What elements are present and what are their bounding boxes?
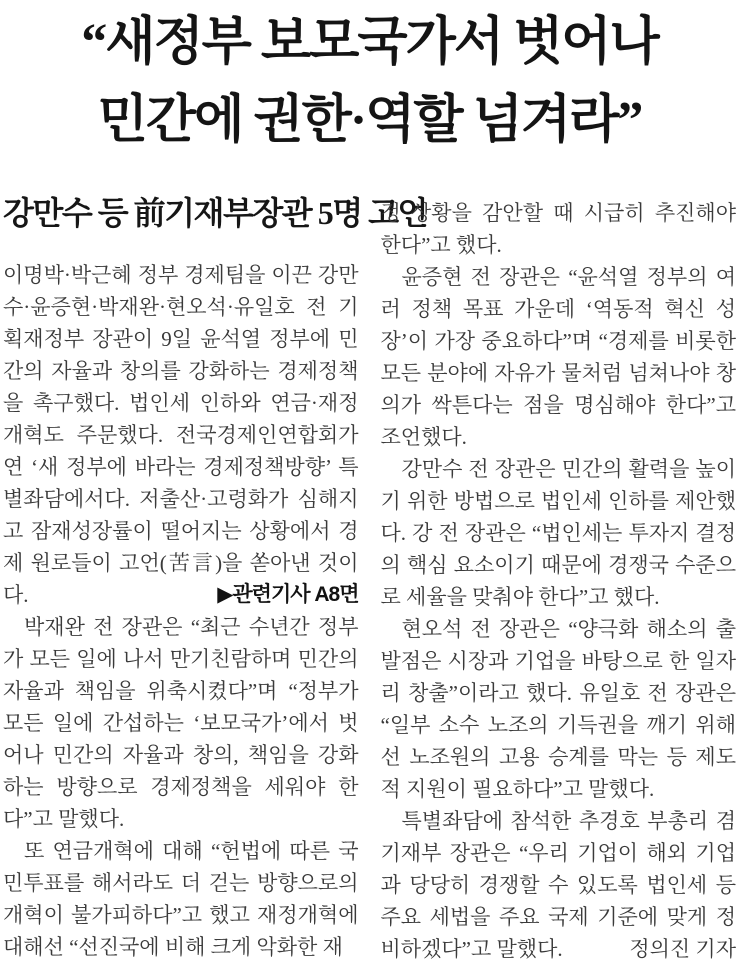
- byline: 정의진 기자: [629, 937, 736, 961]
- paragraph-pension-reform: 또 연금개혁에 대해 “헌법에 따른 국민투표를 해서라도 더 걷는 방향으로의 개혁이 불가피하다”고 했고 재정개혁에 대해선 “선진국에 비해 크게 악화한 재: [3, 839, 359, 959]
- related-article-ref: ▶관련기사 A8면: [217, 583, 359, 606]
- lead-paragraph: [3, 259, 359, 611]
- subheadline: 강만수 등 前기재부장관 5명 고언: [3, 195, 427, 231]
- headline-line-1: “새정부 보모국가서 벗어나: [81, 14, 658, 71]
- lead-text: 이명박·박근혜 정부 경제팀을 이끈 강만수·윤증현·박재완·현오석·유일호 전 기획재정부 장관이 9일 윤석열 정부에 민간의 자율과 창의를 강화하는 경제정책을 촉구했다. 법인세 인하와 연금·재정개혁도 주문했다. 전국경제인연합회가 연 ‘새 정부에 바라는 경제정책방향’ 특별좌담에서다. 저출산·고령화가 심해지고 잠재성장률이 떨어지는 상황에서 경제 원로들이 고언(苦言)을 쏟아낸 것이다.: [3, 263, 359, 607]
- left-column: [3, 192, 427, 965]
- paragraph-choo-kyungho: [381, 805, 737, 965]
- article-headline: [2, 4, 737, 160]
- right-column: [381, 192, 737, 965]
- headline-line-2: 민간에 권한·역할 넘겨라”: [97, 92, 642, 149]
- paragraph-park-jaewan: 박재완 전 장관은 “최근 수년간 정부가 모든 일에 나서 만기친람하며 민간의 자율과 책임을 위축시켰다”며 “정부가 모든 일에 간섭하는 ‘보모국가’에서 벗어나 민간의 자율과 창의, 책임을 강화하는 방향으로 경제정책을 세워야 한다”고 말했다.: [3, 615, 359, 831]
- paragraph-pension-continued: 정 상황을 감안할 때 시급히 추진해야 한다”고 했다.: [380, 201, 736, 257]
- article-body-columns: [2, 192, 737, 965]
- paragraph-kang-mansoo: 강만수 전 장관은 민간의 활력을 높이기 위한 방법으로 법인세 인하를 제안했다. 강 전 장관은 “법인세는 투자지 결정의 핵심 요소이기 때문에 경쟁국 수준으로 세율을 맞춰야 한다”고 했다.: [380, 457, 736, 609]
- paragraph-hyun-yoo: 현오석 전 장관은 “양극화 해소의 출발점은 시장과 기업을 바탕으로 한 일자리 창출”이라고 했다. 유일호 전 장관은 “일부 소수 노조의 기득권을 깨기 위해선 노조원의 고용 승계를 막는 등 제도적 지원이 필요하다”고 말했다.: [380, 617, 736, 801]
- paragraph-yoon-jeunghyun: 윤증현 전 장관은 “윤석열 정부의 여러 정책 목표 가운데 ‘역동적 혁신 성장’이 가장 중요하다”며 “경제를 비롯한 모든 분야에 자유가 물처럼 넘쳐나야 창의가 싹튼다는 점을 명심해야 한다”고 조언했다.: [380, 265, 736, 449]
- choo-text: 특별좌담에 참석한 추경호 부총리 겸 기재부 장관은 “우리 기업이 해외 기업과 당당히 경쟁할 수 있도록 법인세 등 주요 세법을 주요 국제 기준에 맞게 정비하겠다”고 말했다.: [380, 809, 736, 961]
